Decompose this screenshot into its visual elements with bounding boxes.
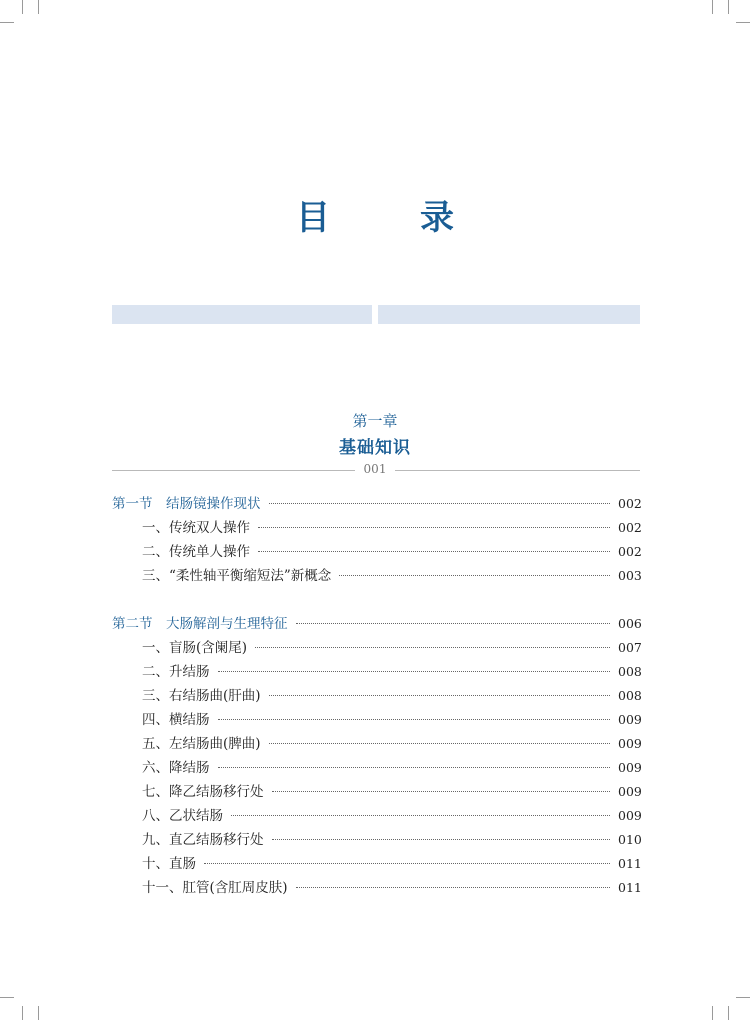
toc-item-row[interactable] [112, 780, 640, 804]
decorative-band-left [112, 305, 372, 324]
toc-item-row[interactable] [112, 876, 640, 900]
chapter-rule-right [392, 470, 640, 471]
toc-page-number: 009 [618, 808, 642, 823]
toc-entry-label: 二、传统单人操作 [142, 544, 250, 560]
toc-leader-dots [218, 671, 611, 672]
chapter-page-number: 001 [355, 462, 395, 476]
toc-entry-label: 八、乙状结肠 [142, 808, 223, 824]
toc-leader-dots [269, 743, 610, 744]
crop-mark-tr-h [736, 22, 750, 23]
toc-page-number: 011 [618, 856, 642, 871]
toc-page-number: 009 [618, 760, 642, 775]
toc-entry-label: 三、“柔性轴平衡缩短法”新概念 [142, 568, 332, 584]
toc-item-row[interactable] [112, 660, 640, 684]
toc-page-number: 002 [618, 544, 642, 559]
toc-leader-dots [258, 551, 610, 552]
toc-entry-label: 五、左结肠曲(脾曲) [142, 736, 261, 752]
toc-entry-label: 九、直乙结肠移行处 [142, 832, 264, 848]
toc-leader-dots [269, 695, 610, 696]
decorative-band-right [378, 305, 640, 324]
crop-mark-bl-h [0, 997, 14, 998]
toc-leader-dots [296, 887, 610, 888]
toc-item-row[interactable] [112, 756, 640, 780]
toc-leader-dots [255, 647, 610, 648]
toc-leader-dots [258, 527, 610, 528]
toc-page-number: 009 [618, 784, 642, 799]
toc-item-row[interactable] [112, 516, 640, 540]
toc-entry-label: 第一节 结肠镜操作现状 [112, 496, 261, 512]
toc-leader-dots [204, 863, 610, 864]
toc-page-number: 010 [618, 832, 642, 847]
toc-item-row[interactable] [112, 708, 640, 732]
toc-page-number: 007 [618, 640, 642, 655]
toc-page-number: 011 [618, 880, 642, 895]
toc-leader-dots [218, 767, 611, 768]
toc-page-number: 008 [618, 688, 642, 703]
crop-mark-tr-v [712, 0, 713, 14]
toc-entry-label: 四、横结肠 [142, 712, 210, 728]
toc-page-number: 008 [618, 664, 642, 679]
crop-mark-br-v2 [728, 1006, 729, 1020]
toc-section-row[interactable] [112, 612, 640, 636]
toc-page-number: 009 [618, 712, 642, 727]
toc-leader-dots [269, 503, 611, 504]
toc-item-row[interactable] [112, 540, 640, 564]
toc-entry-label: 一、盲肠(含阑尾) [142, 640, 248, 656]
toc-page-number: 009 [618, 736, 642, 751]
toc-item-row[interactable] [112, 636, 640, 660]
toc-item-row[interactable] [112, 828, 640, 852]
toc-item-row[interactable] [112, 804, 640, 828]
crop-mark-br-v [712, 1006, 713, 1020]
crop-mark-tl-v [22, 0, 23, 14]
toc-list [112, 492, 640, 900]
crop-mark-tl-h [0, 22, 14, 23]
toc-leader-dots [339, 575, 610, 576]
chapter-rule-left [112, 470, 358, 471]
page-title: 目 录 [296, 198, 482, 238]
toc-leader-dots [231, 815, 610, 816]
toc-leader-dots [296, 623, 611, 624]
toc-entry-label: 一、传统双人操作 [142, 520, 250, 536]
toc-entry-label: 六、降结肠 [142, 760, 210, 776]
toc-page-number: 006 [618, 616, 642, 631]
toc-leader-dots [272, 791, 611, 792]
crop-mark-tl-v2 [38, 0, 39, 14]
chapter-title: 基础知识 [339, 438, 411, 458]
chapter-label: 第一章 [352, 412, 398, 430]
crop-mark-br-h [736, 997, 750, 998]
toc-item-row[interactable] [112, 564, 640, 588]
toc-item-row[interactable] [112, 852, 640, 876]
toc-entry-label: 十、直肠 [142, 856, 196, 872]
toc-section-row[interactable] [112, 492, 640, 516]
toc-entry-label: 二、升结肠 [142, 664, 210, 680]
toc-item-row[interactable] [112, 732, 640, 756]
crop-mark-tr-v2 [728, 0, 729, 14]
toc-entry-label: 七、降乙结肠移行处 [142, 784, 264, 800]
toc-entry-label: 三、右结肠曲(肝曲) [142, 688, 261, 704]
crop-mark-bl-v2 [38, 1006, 39, 1020]
toc-page-number: 002 [618, 496, 642, 511]
toc-leader-dots [218, 719, 611, 720]
toc-entry-label: 第二节 大肠解剖与生理特征 [112, 616, 288, 632]
toc-page-number: 003 [618, 568, 642, 583]
toc-entry-label: 十一、肛管(含肛周皮肤) [142, 880, 288, 896]
toc-page-number: 002 [618, 520, 642, 535]
toc-item-row[interactable] [112, 684, 640, 708]
toc-leader-dots [272, 839, 611, 840]
crop-mark-bl-v [22, 1006, 23, 1020]
